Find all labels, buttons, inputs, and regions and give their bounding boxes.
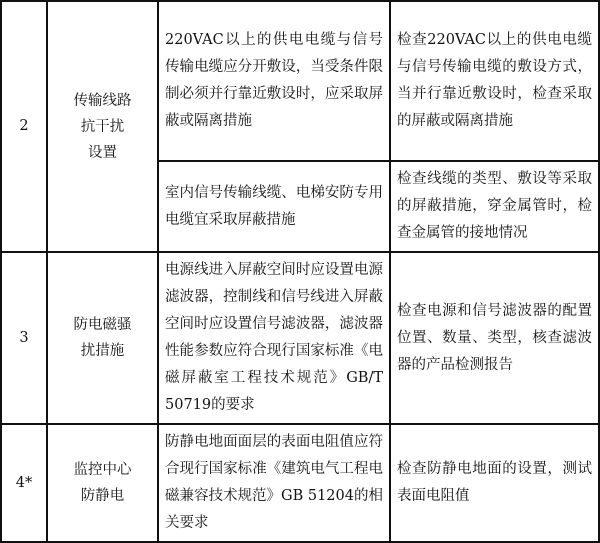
row-number: 2 [1, 1, 47, 252]
item-name: 传输线路 抗干扰 设置 [47, 1, 158, 252]
table-row [1, 424, 599, 542]
item-name: 监控中心 防静电 [47, 424, 158, 542]
requirement-cell: 防静电地面面层的表面电阻值应符合现行国家标准《建筑电气工程电磁兼容技术规范》GB 51204的相关要求 [158, 424, 390, 542]
check-cell: 检查防静电地面的设置，测试表面电阻值 [390, 424, 599, 542]
row-number: 3 [1, 252, 47, 424]
requirement-cell: 室内信号传输线缆、电梯安防专用电缆宜采取屏蔽措施 [158, 161, 390, 252]
table-row [1, 1, 599, 161]
row-number: 4* [1, 424, 47, 542]
table-row [1, 252, 599, 424]
check-cell: 检查220VAC以上的供电电缆与信号传输电缆的敷设方式，当并行靠近敷设时，检查采取的屏蔽或隔离措施 [390, 1, 599, 161]
check-cell: 检查线缆的类型、敷设等采取的屏蔽措施，穿金属管时，检查金属管的接地情况 [390, 161, 599, 252]
requirement-cell: 220VAC以上的供电电缆与信号传输电缆应分开敷设，当受条件限制必须并行靠近敷设时，应采取屏蔽或隔离措施 [158, 1, 390, 161]
check-cell: 检查电源和信号滤波器的配置位置、数量、类型，核查滤波器的产品检测报告 [390, 252, 599, 424]
requirement-cell: 电源线进入屏蔽空间时应设置电源滤波器，控制线和信号线进入屏蔽空间时应设置信号滤波器，滤波器性能参数应符合现行国家标准《电磁屏蔽室工程技术规范》GB/T 50719的要求 [158, 252, 390, 424]
item-name: 防电磁骚 扰措施 [47, 252, 158, 424]
